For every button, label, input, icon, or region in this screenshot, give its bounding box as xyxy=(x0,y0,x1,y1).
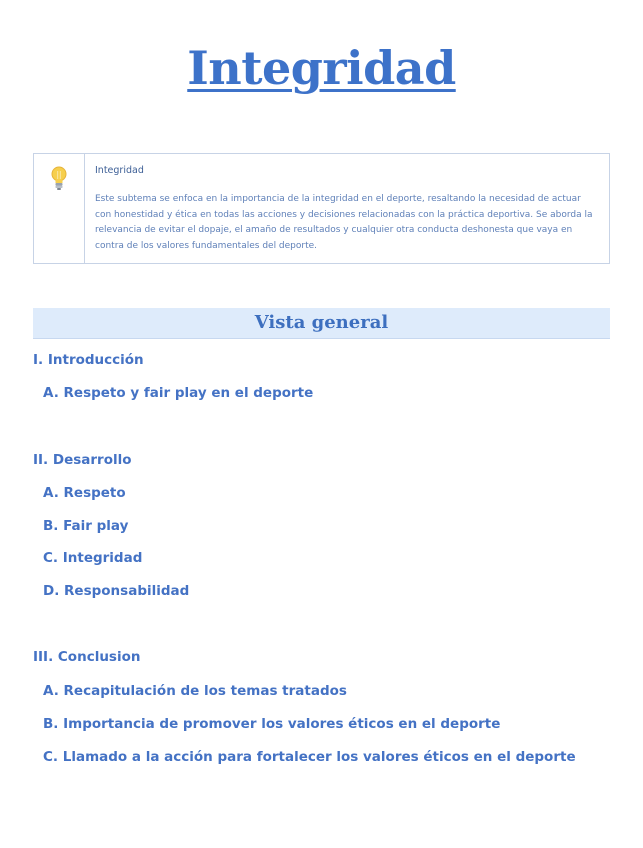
outline-item: B. Fair play xyxy=(43,518,129,534)
outline-section-introduccion: I. Introducción xyxy=(33,352,144,368)
outline-item: B. Importancia de promover los valores éticos en el deporte xyxy=(43,716,501,732)
callout-icon-column xyxy=(34,154,85,263)
outline-section-desarrollo: II. Desarrollo xyxy=(33,452,132,468)
callout-body xyxy=(85,154,609,263)
page-title: Integridad xyxy=(187,41,456,95)
info-callout xyxy=(33,153,610,264)
outline-section-conclusion: III. Conclusion xyxy=(33,649,141,665)
outline-item: C. Llamado a la acción para fortalecer los valores éticos en el deporte xyxy=(43,749,576,765)
outline-item: A. Respeto xyxy=(43,485,126,501)
callout-text: Este subtema se enfoca en la importancia de la integridad en el deporte, resaltando la necesidad de actuar con honestidad y ética en todas las acciones y decisiones relacionadas con la práctica deportiva. Se aborda la relevancia de evitar el dopaje, el amaño de resultados y cualquier otra conducta deshonesta que vaya en contra de los valores fundamentales del deporte. xyxy=(95,194,593,251)
callout-title: Integridad xyxy=(95,165,144,176)
overview-heading: Vista general xyxy=(33,308,610,339)
outline-item: D. Responsabilidad xyxy=(43,583,190,599)
outline-item: A. Recapitulación de los temas tratados xyxy=(43,683,347,699)
outline-item: A. Respeto y fair play en el deporte xyxy=(43,385,314,401)
lightbulb-icon xyxy=(50,166,68,192)
outline-item: C. Integridad xyxy=(43,550,143,566)
